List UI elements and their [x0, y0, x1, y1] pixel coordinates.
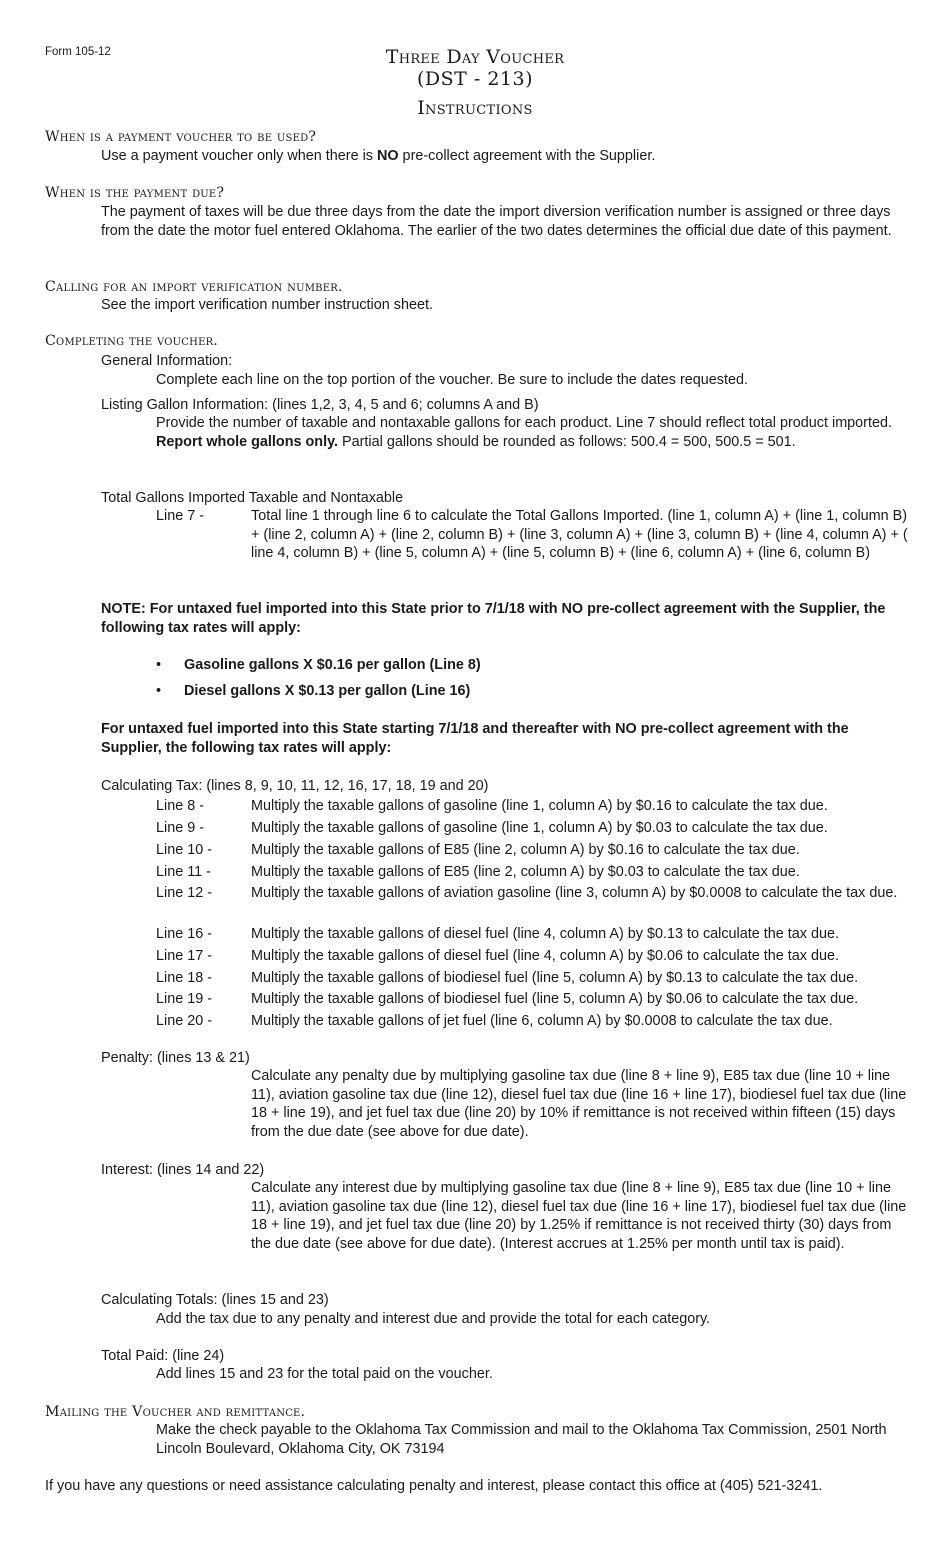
mailing-text: Make the check payable to the Oklahoma Tax Commission and mail to the Oklahoma Tax Commission, 2501 North Lincoln Boulevard, Oklahoma City, OK 73194	[156, 1422, 887, 1457]
section-heading-payment-due: When is the payment due?	[45, 185, 225, 201]
calculating-totals-label: Calculating Totals: (lines 15 and 23)	[101, 1292, 329, 1308]
line-7-label: Line 7 -	[156, 508, 204, 524]
total-paid-text: Add lines 15 and 23 for the total paid on the voucher.	[156, 1366, 493, 1382]
bullet-icon: •	[156, 657, 162, 673]
listing-gallon-label: Listing Gallon Information: (lines 1,2, 3, 4, 5 and 6; columns A and B)	[101, 397, 539, 413]
contact-footer: If you have any questions or need assistance calculating penalty and interest, please contact this office at (405) 521-3241.	[45, 1478, 823, 1494]
penalty-text: Calculate any penalty due by multiplying gasoline tax due (line 8 + line 9), E85 tax due (line 10 + line 11), aviation gasoline tax due (line 12), diesel fuel tax due (line 16 + line 17), biodiesel fuel tax due (line 18 + line 19), and jet fuel tax due (line 20) by 10% if remittance is not received within fifteen (15) days from the due date (see above for due date).	[251, 1068, 907, 1140]
form-number: Form 105-12	[45, 46, 111, 58]
verification-number-text: See the import verification number instruction sheet.	[101, 297, 433, 313]
voucher-use-text: Use a payment voucher only when there is NO pre-collect agreement with the Supplier.	[101, 148, 656, 164]
instructions-page: Form 105-12 Three Day Voucher (DST - 213) Instructions When is a payment voucher to be used? Use a payment voucher only when there is NO pre-collect agreement with the Supplier. When is the payment due? The payment of taxes will be due three days from the date the import diversion verification number is assigned or three days from the date the motor fuel entered Oklahoma. The earlier of the two dates determines the official due date of this payment. Calling for an import verification number. See the import verification number instruction sheet. Completing the voucher. General Information: Complete each line on the top portion of the voucher. Be sure to include the dates requested. Listing Gallon Information: (lines 1,2, 3, 4, 5 and 6; columns A and B) Provide the number of taxable and nontaxable gallons for each product. Line 7 should reflect total product imported. Report whole gallons only. Partial gallons should be rounded as follows: 500.4 = 500, 500.5 = 501. Total Gallons Imported Taxable and Nontaxable Line 7 - Total line 1 through line 6 to calculate the Total Gallons Imported. (line 1, column A) + (line 1, column B) + (line 2, column A) + (line 2, column B) + (line 3, column A) + (line 3, column B) + (line 4, column A) + ( line 4, column B) + (line 5, column A) + (line 5, column B) + (line 6, column A) + (line 6, column B) NOTE: For untaxed fuel imported into this State prior to 7/1/18 with NO pre-collect agreement with the Supplier, the following tax rates will apply: • Gasoline gallons X $0.16 per gallon (Line 8) • Diesel gallons X $0.13 per gallon (Line 16) For untaxed fuel imported into this State starting 7/1/18 and thereafter with NO pre-collect agreement with the Supplier, the following tax rates will apply: Calculating Tax: (lines 8, 9, 10, 11, 12, 16, 17, 18, 19 and 20) Line 8 - Multiply the taxable gallons of gasoline (line 1, column A) by $0.16 to calculate the tax due. Line 9 - Multiply the taxable gallons of gasoline (line 1, column A) by $0.03 to calculate the tax due. Line 10 - Multiply the taxable gallons of E85 (line 2, column A) by $0.16 to calculate the tax due. Line 11 - Multiply the taxable gallons of E85 (line 2, column A) by $0.03 to calculate the tax due. Line 12 - Multiply the taxable gallons of aviation gasoline (line 3, column A) by $0.0008 to calculate the tax due. Line 16 - Multiply the taxable gallons of diesel fuel (line 4, column A) by $0.13 to calculate the tax due. Line 17 - Multiply the taxable gallons of diesel fuel (line 4, column A) by $0.06 to calculate the tax due. Line 18 - Multiply the taxable gallons of biodiesel fuel (line 5, column A) by $0.13 to calculate the tax due. Line 19 - Multiply the taxable gallons of biodiesel fuel (line 5, column A) by $0.06 to calculate the tax due. Line 20 - Multiply the taxable gallons of jet fuel (line 6, column A) by $0.0008 to calculate the tax due. Penalty: (lines 13 & 21) Calculate any penalty due by multiplying gasoline tax due (line 8 + line 9), E85 tax due (line 10 + line 11), aviation gasoline tax due (line 12), diesel fuel tax due (line 16 + line 17), biodiesel fuel tax due (line 18 + line 19), and jet fuel tax due (line 20) by 10% if remittance is not received within fifteen (15) days from the due date (see above for due date). Interest: (lines 14 and 22) Calculate any interest due by multiplying gasoline tax due (line 8 + line 9), E85 tax due (line 10 + line 11), aviation gasoline tax due (line 12), diesel fuel tax due (line 16 + line 17), biodiesel fuel tax due (line 18 + line 19), and jet fuel tax due (line 20) by 1.25% if remittance is not received thirty (30) days from the due date (see above for due date). (Interest accrues at 1.25% per month until tax is paid). Calculating Totals: (lines 15 and 23) Add the tax due to any penalty and interest due and provide the total for each category. Total Paid: (line 24) Add lines 15 and 23 for the total paid on the voucher. Mailing the Voucher and remittance. Make the check payable to the Oklahoma Tax Commission and mail to the Oklahoma Tax Commission, 2501 North Lincoln Boulevard, Oklahoma City, OK 73194 If you have any questions or need assistance calculating penalty and interest, please contact this office at (405) 521-3241.	[0, 0, 950, 1565]
section-heading-completing-voucher: Completing the voucher.	[45, 333, 219, 349]
penalty-label: Penalty: (lines 13 & 21)	[101, 1050, 250, 1066]
total-paid-label: Total Paid: (line 24)	[101, 1348, 225, 1364]
general-information-text: Complete each line on the top portion of the voucher. Be sure to include the dates requested.	[156, 372, 749, 388]
instructions-heading: Instructions	[417, 97, 533, 119]
note-prior-rates: NOTE: For untaxed fuel imported into this State prior to 7/1/18 with NO pre-collect agreement with the Supplier, the following tax rates will apply:	[101, 601, 886, 636]
document-title: Three Day Voucher	[385, 46, 565, 68]
section-heading-voucher-use: When is a payment voucher to be used?	[45, 129, 317, 145]
section-heading-verification-number: Calling for an import verification number.	[45, 279, 343, 295]
total-gallons-label: Total Gallons Imported Taxable and Nontaxable	[101, 490, 404, 506]
line-7-text: Total line 1 through line 6 to calculate the Total Gallons Imported. (line 1, column A) + (line 1, column B) + (line 2, column A) + (line 2, column B) + (line 3, column A) + (line 3, column B) + (line 4, column A) + ( line 4, column B) + (line 5, column A) + (line 5, column B) + (line 6, column A) + (line 6, column B)	[251, 508, 908, 562]
interest-label: Interest: (lines 14 and 22)	[101, 1162, 265, 1178]
section-heading-mailing: Mailing the Voucher and remittance.	[45, 1404, 306, 1420]
bullet-icon: •	[156, 683, 162, 699]
interest-text: Calculate any interest due by multiplying gasoline tax due (line 8 + line 9), E85 tax due (line 10 + line 11), aviation gasoline tax due (line 12), diesel fuel tax due (line 16 + line 17), biodiesel fuel tax due (line 18 + line 19), and jet fuel tax due (line 20) by 1.25% if remittance is not received thirty (30) days from the due date (see above for due date). (Interest accrues at 1.25% per month until tax is paid).	[251, 1180, 907, 1252]
calculating-tax-label: Calculating Tax: (lines 8, 9, 10, 11, 12, 16, 17, 18, 19 and 20)	[101, 778, 489, 794]
document-code: (DST - 213)	[416, 68, 533, 90]
payment-due-text: The payment of taxes will be due three days from the date the import diversion verification number is assigned or three days from the date the motor fuel entered Oklahoma. The earlier of the two dates determines the official due date of this payment.	[101, 204, 892, 239]
listing-gallon-text: Provide the number of taxable and nontaxable gallons for each product. Line 7 should reflect total product imported. Report whole gallons only. Partial gallons should be rounded as follows: 500.4 = 500, 500.5 = 501.	[156, 415, 892, 450]
general-information-label: General Information:	[101, 353, 233, 369]
note-current-rates: For untaxed fuel imported into this State starting 7/1/18 and thereafter with NO pre-collect agreement with the Supplier, the following tax rates will apply:	[101, 721, 849, 756]
calculating-totals-text: Add the tax due to any penalty and interest due and provide the total for each category.	[156, 1311, 711, 1327]
